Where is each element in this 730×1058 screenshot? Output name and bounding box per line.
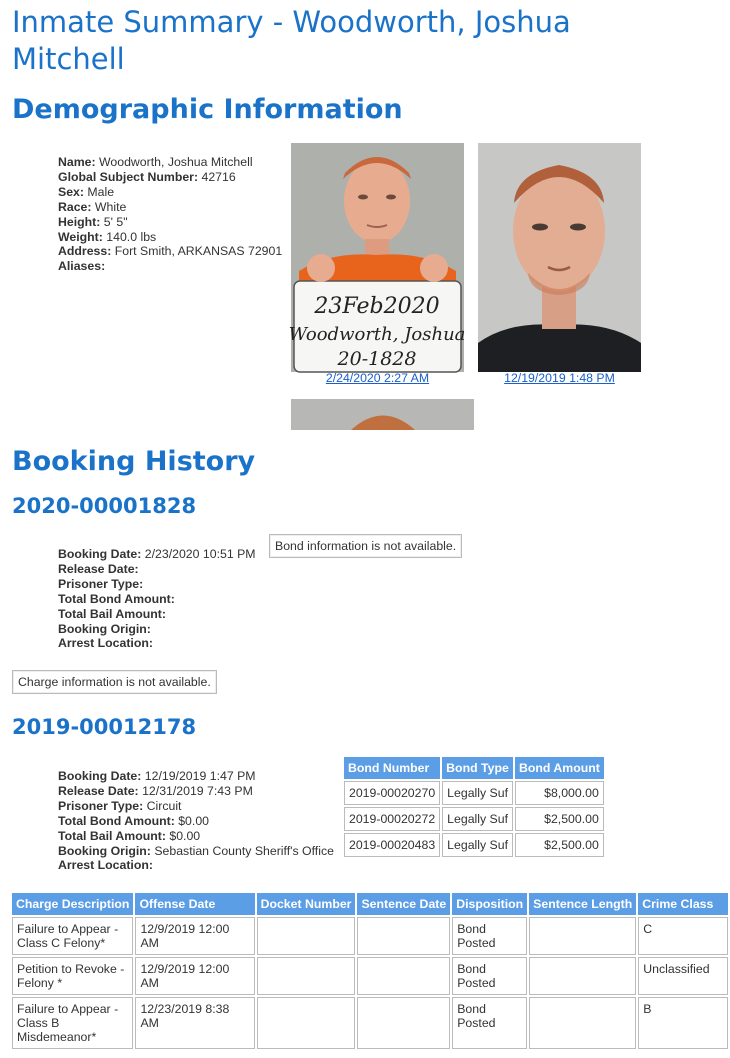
table-row [344,807,604,831]
table-row [12,997,728,1049]
table-row [344,833,604,857]
field-total-bail-amount: Total Bail Amount: [58,606,166,621]
bond-number-cell: 2019-00020272 [344,807,440,831]
docket-number-cell [257,997,356,1049]
mugshot-image [288,143,466,372]
bond-info-notice: Bond information is not available. [269,534,462,558]
field-height: Height: 5' 5" [58,214,128,229]
column-header[interactable]: Bond Amount [515,757,604,779]
field-sex: Sex: Male [58,184,115,199]
table-row [12,957,728,995]
photo-1-date-link[interactable]: 2/24/2020 2:27 AM [325,371,430,385]
sentence-date-cell [357,957,450,995]
disposition-cell: Bond Posted [452,997,527,1049]
demographics-heading: Demographic Information [12,94,403,125]
field-booking-origin: Booking Origin: Sebastian County Sheriff's Office [58,843,334,858]
charge-table-container [10,891,714,1051]
column-header[interactable]: Docket Number [257,893,356,915]
column-header[interactable]: Sentence Length [529,893,636,915]
field-prisoner-type: Prisoner Type: Circuit [58,798,182,813]
docket-number-cell [257,917,356,955]
field-total-bond-amount: Total Bond Amount: $0.00 [58,813,209,828]
booking-history-heading: Booking History [12,446,256,477]
bond-number-cell: 2019-00020270 [344,781,440,805]
charge-description-cell: Failure to Appear - Class C Felony* [12,917,133,955]
mugshot-image [478,143,641,372]
bond-amount-cell: $2,500.00 [515,833,604,857]
page-title: Inmate Summary - Woodworth, Joshua Mitchell [12,5,571,76]
disposition-cell: Bond Posted [452,917,527,955]
bond-type-cell: Legally Suf [442,807,513,831]
field-weight: Weight: 140.0 lbs [58,229,157,244]
sign-line-3: 20-1828 [337,348,417,370]
field-race: Race: White [58,199,127,214]
field-global-subject-number: Global Subject Number: 42716 [58,169,236,184]
offense-date-cell: 12/9/2019 12:00 AM [135,917,254,955]
bond-table-header [344,757,604,779]
mugshot-image [291,399,474,430]
docket-number-cell [257,957,356,995]
table-row [344,781,604,805]
charge-info-notice: Charge information is not available. [12,670,217,694]
field-total-bail-amount: Total Bail Amount: $0.00 [58,828,201,843]
charge-description-cell: Failure to Appear - Class B Misdemeanor* [12,997,133,1049]
crime-class-cell: Unclassified [638,957,728,995]
sentence-date-cell [357,917,450,955]
offense-date-cell: 12/23/2019 8:38 AM [135,997,254,1049]
field-booking-origin: Booking Origin: [58,621,151,636]
booking-2-info [58,769,334,873]
bond-number-cell: 2019-00020483 [344,833,440,857]
field-booking-date: Booking Date: 12/19/2019 1:47 PM [58,769,256,783]
booking-photo-3[interactable] [291,399,474,430]
column-header[interactable]: Offense Date [135,893,254,915]
charge-table-header [12,893,728,915]
column-header[interactable]: Charge Description [12,893,133,915]
table-row [12,917,728,955]
disposition-cell: Bond Posted [452,957,527,995]
column-header[interactable]: Bond Number [344,757,440,779]
sentence-length-cell [529,917,636,955]
field-release-date: Release Date: [58,561,139,576]
column-header[interactable]: Bond Type [442,757,513,779]
field-aliases: Aliases: [58,259,106,274]
column-header[interactable]: Disposition [452,893,527,915]
field-address: Address: Fort Smith, ARKANSAS 72901 [58,244,283,259]
booking-number: 2019-00012178 [12,715,197,739]
crime-class-cell: B [638,997,728,1049]
field-prisoner-type: Prisoner Type: [58,576,144,591]
offense-date-cell: 12/9/2019 12:00 AM [135,957,254,995]
booking-photo-1[interactable] [288,143,466,372]
demographics-info [58,155,282,274]
charge-table [10,891,730,1051]
booking-1-info [58,547,256,651]
bond-amount-cell: $8,000.00 [515,781,604,805]
booking-photo-2[interactable] [478,143,641,372]
sentence-length-cell [529,957,636,995]
bond-type-cell: Legally Suf [442,781,513,805]
field-arrest-location: Arrest Location: [58,636,153,651]
sign-line-1: 23Feb2020 [314,294,440,319]
field-total-bond-amount: Total Bond Amount: [58,591,175,606]
booking-number: 2020-00001828 [12,494,197,518]
bond-type-cell: Legally Suf [442,833,513,857]
field-booking-date: Booking Date: 2/23/2020 10:51 PM [58,547,256,561]
column-header[interactable]: Crime Class [638,893,728,915]
bond-table [342,755,606,859]
bond-amount-cell: $2,500.00 [515,807,604,831]
field-arrest-location: Arrest Location: [58,858,153,873]
photo-2-date-link[interactable]: 12/19/2019 1:48 PM [504,371,615,385]
field-name: Name: Woodworth, Joshua Mitchell [58,155,253,169]
sentence-date-cell [357,997,450,1049]
column-header[interactable]: Sentence Date [357,893,450,915]
sentence-length-cell [529,997,636,1049]
crime-class-cell: C [638,917,728,955]
field-release-date: Release Date: 12/31/2019 7:43 PM [58,783,253,798]
charge-description-cell: Petition to Revoke - Felony * [12,957,133,995]
sign-line-2: Woodworth, Joshua [288,324,466,345]
